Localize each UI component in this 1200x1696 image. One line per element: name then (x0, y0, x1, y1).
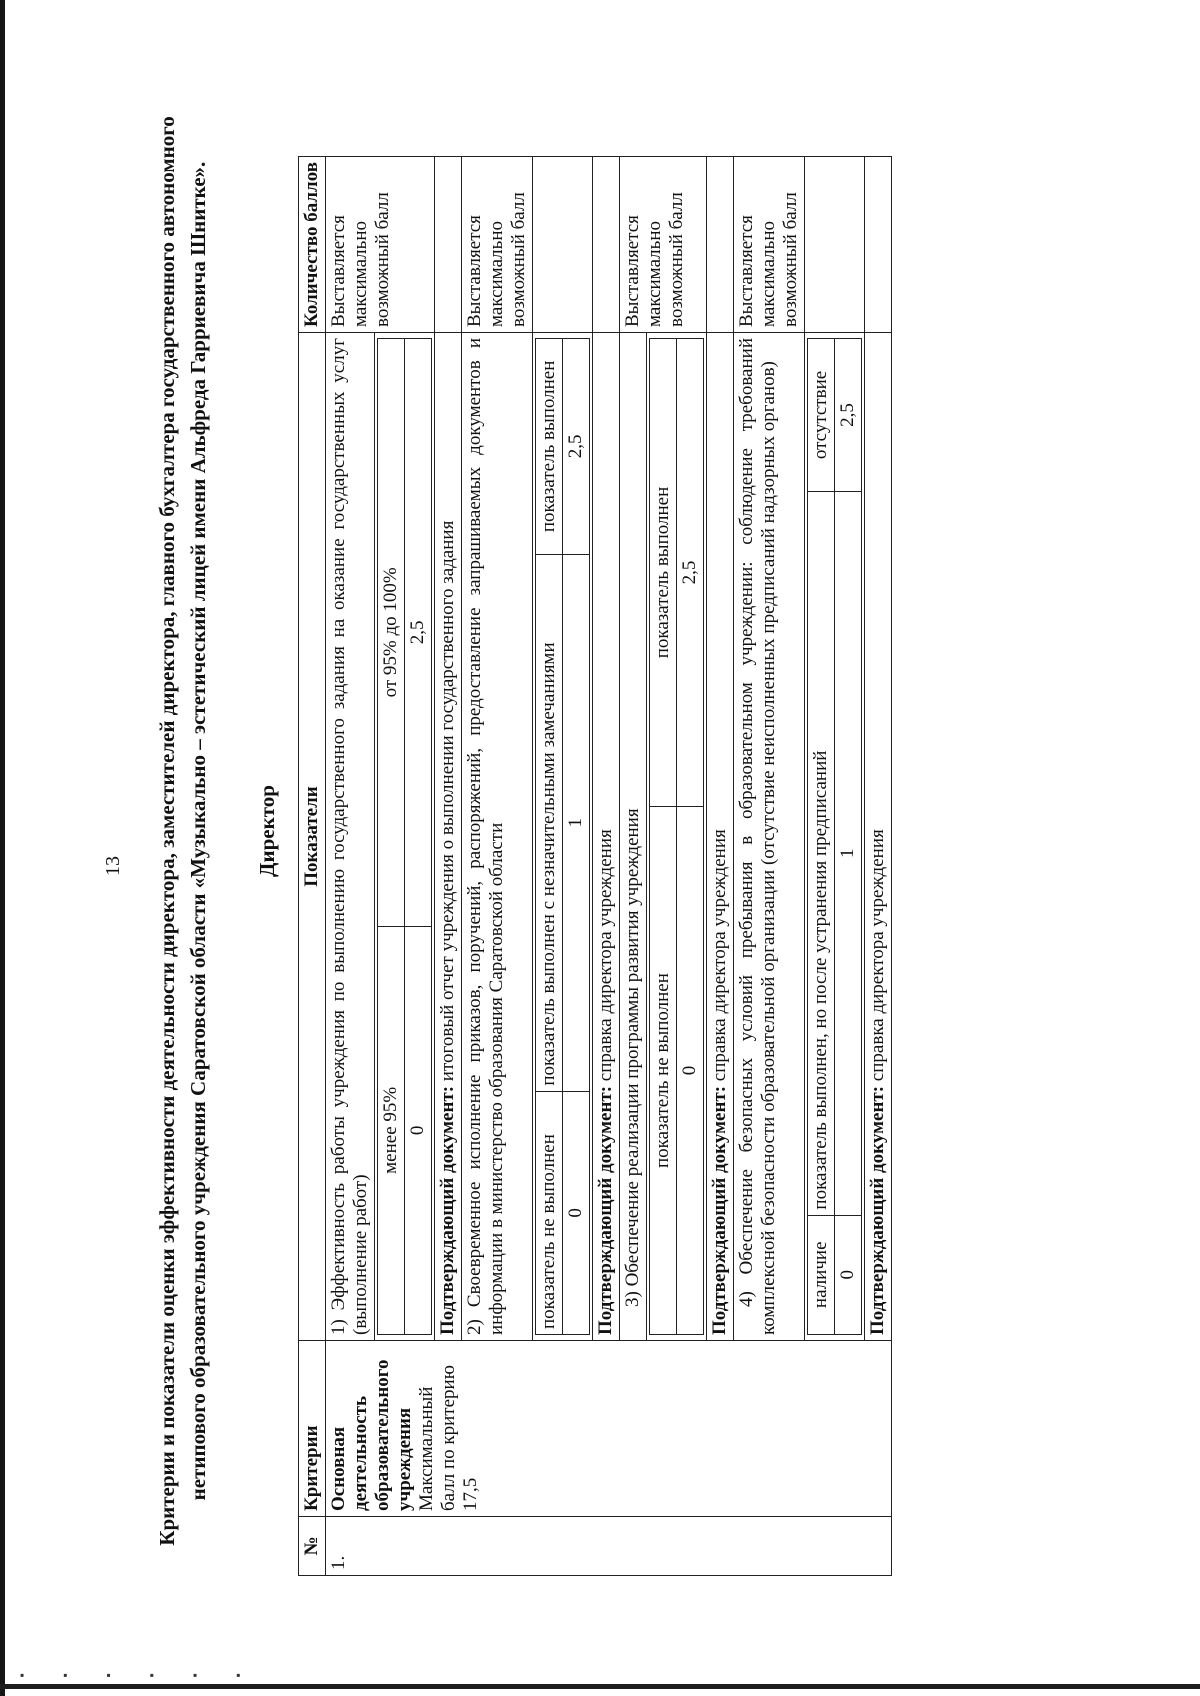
indicator-3-text: 3) Обеспечение реализации программы развития учреждения (620, 333, 647, 1341)
doc-text: справка директора учреждения (709, 829, 730, 1082)
header-score: Количество баллов (299, 157, 326, 333)
indicator-2-doc (593, 333, 620, 1341)
indicator-1-text: 1) Эффективность работы учреждения по выполнению государственного задания на оказание государственных услуг (выполнение работ) (326, 333, 375, 1341)
doc-label: Подтверждающий документ: (437, 1085, 458, 1335)
row-number: 1. (326, 1517, 892, 1576)
header-indicators: Показатели (299, 333, 326, 1341)
option-cell: показатель выполнен (650, 339, 677, 807)
doc-text: справка директора учреждения (595, 829, 616, 1082)
criterion-name: Основная деятельность образовательного учреждения (328, 1359, 415, 1511)
table-row (326, 157, 375, 1576)
indicator-1-doc (435, 333, 462, 1341)
indicator-3-score: Выставляется максимально возможный балл (620, 157, 707, 333)
points-cell: 0 (563, 1091, 590, 1334)
doc-label: Подтверждающий документ: (867, 1085, 888, 1335)
scan-specks: ▪ ▪ ▪ ▪ ▪ ▪ (20, 1668, 259, 1682)
points-cell: 0 (835, 1215, 862, 1334)
indicator-1-grid (375, 333, 435, 1341)
empty-cell (435, 157, 462, 333)
indicator-2-grid (533, 333, 593, 1341)
page-number: 13 (102, 856, 124, 876)
header-criteria: Критерии (299, 1341, 326, 1517)
indicator-4-score: Выставляется максимально возможный балл (734, 157, 805, 333)
option-cell: показатель выполнен, но после устранения предписаний (808, 491, 835, 1215)
option-cell: показатель выполнен с незначительными замечаниями (536, 554, 563, 1091)
option-cell: показатель не выполнен (650, 807, 677, 1335)
points-cell: 2,5 (563, 339, 590, 555)
criterion-max-score: Максимальный балл по критерию 17,5 (416, 1365, 481, 1511)
empty-cell (533, 157, 593, 333)
document-title: Критерии и показатели оценки эффективности деятельности директора, заместителей директора, главного бухгалтера государственного автономного нетипового образовательного учреждения Саратовской области «Музыкально – эстетический лицей имени Альфреда Гарриевича Шнитке». (155, 116, 210, 1546)
option-cell: показатель выполнен (536, 339, 563, 555)
indicator-4-grid (805, 333, 865, 1341)
indicator-1-score: Выставляется максимально возможный балл (326, 157, 435, 333)
indicator-3-grid (647, 333, 707, 1341)
empty-cell (593, 157, 620, 333)
points-cell: 2,5 (677, 339, 704, 807)
doc-text: итоговый отчет учреждения о выполнении государственного задания (437, 520, 458, 1082)
indicator-2-text: 2) Своевременное исполнение приказов, поручений, распоряжений, предоставление запрашиваемых документов и информации в министерство образования Саратовской области (462, 333, 533, 1341)
option-cell: показатель не выполнен (536, 1091, 563, 1334)
doc-text: справка директора учреждения (867, 829, 888, 1082)
document-subtitle: Директор (255, 785, 279, 877)
empty-cell (707, 157, 734, 333)
points-cell: 0 (405, 926, 432, 1334)
option-cell: от 95% до 100% (378, 339, 405, 927)
points-cell: 1 (563, 554, 590, 1091)
indicator-4-doc (865, 333, 892, 1341)
indicator-4-text: 4) Обеспечение безопасных условий пребывания в образовательном учреждении: соблюдение требований комплексной безопасности образовательной организации (отсутствие неисполненных предписаний надзорных органов) (734, 333, 805, 1341)
indicator-3-doc (707, 333, 734, 1341)
option-cell: наличие (808, 1215, 835, 1334)
table-header-row (299, 157, 326, 1576)
empty-cell (805, 157, 865, 333)
criterion-cell (326, 1341, 892, 1517)
option-cell: менее 95% (378, 926, 405, 1334)
points-cell: 1 (835, 491, 862, 1215)
points-cell: 2,5 (405, 339, 432, 927)
indicator-2-score: Выставляется максимально возможный балл (462, 157, 533, 333)
doc-label: Подтверждающий документ: (595, 1085, 616, 1335)
points-cell: 2,5 (835, 339, 862, 492)
header-no: № (299, 1517, 326, 1576)
doc-label: Подтверждающий документ: (709, 1085, 730, 1335)
empty-cell (865, 157, 892, 333)
option-cell: отсутствие (808, 339, 835, 492)
criteria-table (298, 156, 892, 1576)
points-cell: 0 (677, 807, 704, 1335)
